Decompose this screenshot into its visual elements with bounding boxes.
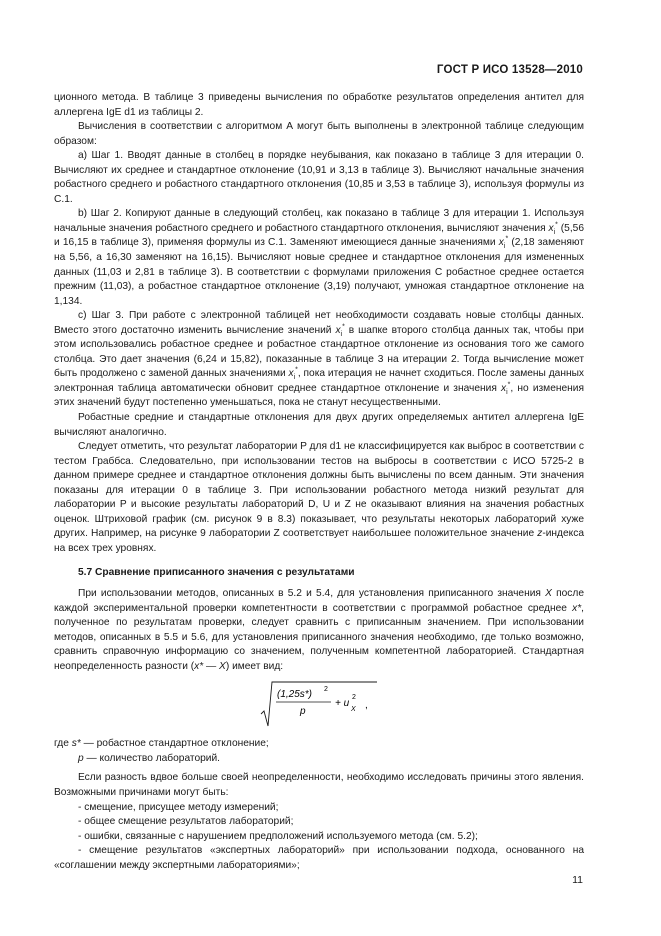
formula-numerator: (1,25s*) bbox=[277, 689, 313, 701]
formula-u-term: + u bbox=[335, 698, 350, 710]
where-line-2: p — количество лабораторий. bbox=[78, 752, 221, 764]
paragraph-1: ционного метода. В таблице 3 приведены вычисления по обработке результатов определения антител для аллергена IgE d1 из таблицы 2. bbox=[54, 92, 584, 118]
formula-u-subscript: X bbox=[351, 706, 356, 714]
page-number: 11 bbox=[572, 874, 583, 886]
step-1: а) Шаг 1. Вводят данные в столбец в порядке неубывания, как показано в таблице 3 для итерации 0. Вычисляют их среднее и стандартное отклонение (10,91 и 3,13 в таблице 3). Вычисляют начальные значения робастного среднего и робастного стандартного отклонения (10,85 и 3,53 в таблице 3), используя формулы из С.1. bbox=[54, 150, 584, 205]
document-header: ГОСТ Р ИСО 13528—2010 bbox=[436, 64, 583, 76]
formula-comma: , bbox=[365, 700, 368, 712]
list-item-4: - смещение результатов «экспертных лабораторий» при использовании подхода, основанного на «соглашении между экспертными лабораториями»; bbox=[54, 845, 584, 871]
paragraph-8: При использовании методов, описанных в 5.2 и 5.4, для установления приписанного значения X после каждой экспериментальной проверки компетентности в соответствии с программой робастное среднее x*, полученное по результатам проверки, следует сравнить с приписанным значением. При использовании методов, описанных в 5.5 и 5.6, для установления приписанного значения необходимо, где только возможно, сравнить справочную информацию со значением, полученным компетентной лабораторией. Стандартная неопределенность разности (x* — X) имеет вид: bbox=[54, 588, 584, 672]
section-heading: 5.7 Сравнение приписанного значения с результатами bbox=[78, 566, 355, 578]
formula-svg bbox=[259, 680, 379, 730]
list-item-1: - смещение, присущее методу измерений; bbox=[78, 801, 279, 813]
paragraph-9: Если разность вдвое больше своей неопределенности, необходимо исследовать причины этого явления. Возможными причинами могут быть: bbox=[54, 772, 584, 798]
paragraph-2: Вычисления в соответствии с алгоритмом А могут быть выполнены в электронной таблице следующим образом: bbox=[54, 121, 584, 147]
step-3: с) Шаг 3. При работе с электронной таблицей нет необходимости создавать новые столбцы данных. Вместо этого достаточно изменить вычисление значений $x_i^*$ в шапке второго столбца данных так, чтобы при этом использовались робастное среднее и робастное стандартное отклонение из основания того же самого столбца. Это дает значения (6,24 и 15,82), показанные в таблице 3 на итерации 2. Тогда вычисление может быть продолжено с заменой данных значениями $x_i^*$, пока итерация не начнет сходиться. После замены данных электронная таблица автоматически обновит среднее стандартное отклонение и значения $x_i^*$, но изменения этих значений будут постепенно уменьшаться, пока не станут несущественными. bbox=[54, 310, 584, 409]
list-item-3: - ошибки, связанные с нарушением предположений используемого метода (см. 5.2); bbox=[78, 830, 478, 842]
page-body bbox=[54, 91, 584, 873]
paragraph-7: Следует отметить, что результат лаборатории P для d1 не классифицируется как выброс в соответствии с тестом Граббса. Следовательно, при использовании тестов на выбросы в соответствии с ИСО 5725-2 в данном примере среднее и стандартное отклонения должны быть вычислены по всем данным. Эти значения показаны для итерации 0 в таблице 3. При использовании робастного метода низкий результат для лаборатории P и высокие результаты лабораторий D, U и Z не оказывают влияния на значения робастных оценок. Штриховой график (см. рисунок 9 в 8.3) показывает, что результаты некоторых лабораторий хуже других. Например, на рисунке 9 лаборатории Z соответствует наибольшее положительное значение z-индекса на всех трех уровнях. bbox=[54, 441, 584, 554]
where-line-1: где s* — робастное стандартное отклонение; bbox=[54, 738, 269, 750]
formula-denominator: p bbox=[300, 706, 306, 718]
uncertainty-formula bbox=[54, 680, 584, 730]
paragraph-6: Робастные средние и стандартные отклонения для двух других определяемых антител аллергена IgE вычисляют аналогично. bbox=[54, 412, 584, 438]
step-2: b) Шаг 2. Копируют данные в следующий столбец, как показано в таблице 3 для итерации 1. Используя начальные значения робастного среднего и робастного стандартного отклонения, вычисляют значения $x_i^*$ (5,56 и 16,15 в таблице 3), применяя формулы из С.1. Заменяют имеющиеся данные значениями $x_i^*$ (2,18 заменяют на 5,56, а 16,30 заменяют на 16,15). Вычисляют новые среднее и стандартное отклонения для измененных данных (11,03 и 2,81 в таблице 3). В соответствии с формулами приложения С робастное среднее остается прежним (11,03), а робастное стандартное отклонение (3,19) получают, умножая стандартное отклонение на 1,134. bbox=[54, 208, 584, 307]
formula-exponent: 2 bbox=[324, 686, 328, 694]
list-item-2: - общее смещение результатов лабораторий; bbox=[78, 816, 294, 828]
formula-u-exponent: 2 bbox=[352, 694, 356, 702]
